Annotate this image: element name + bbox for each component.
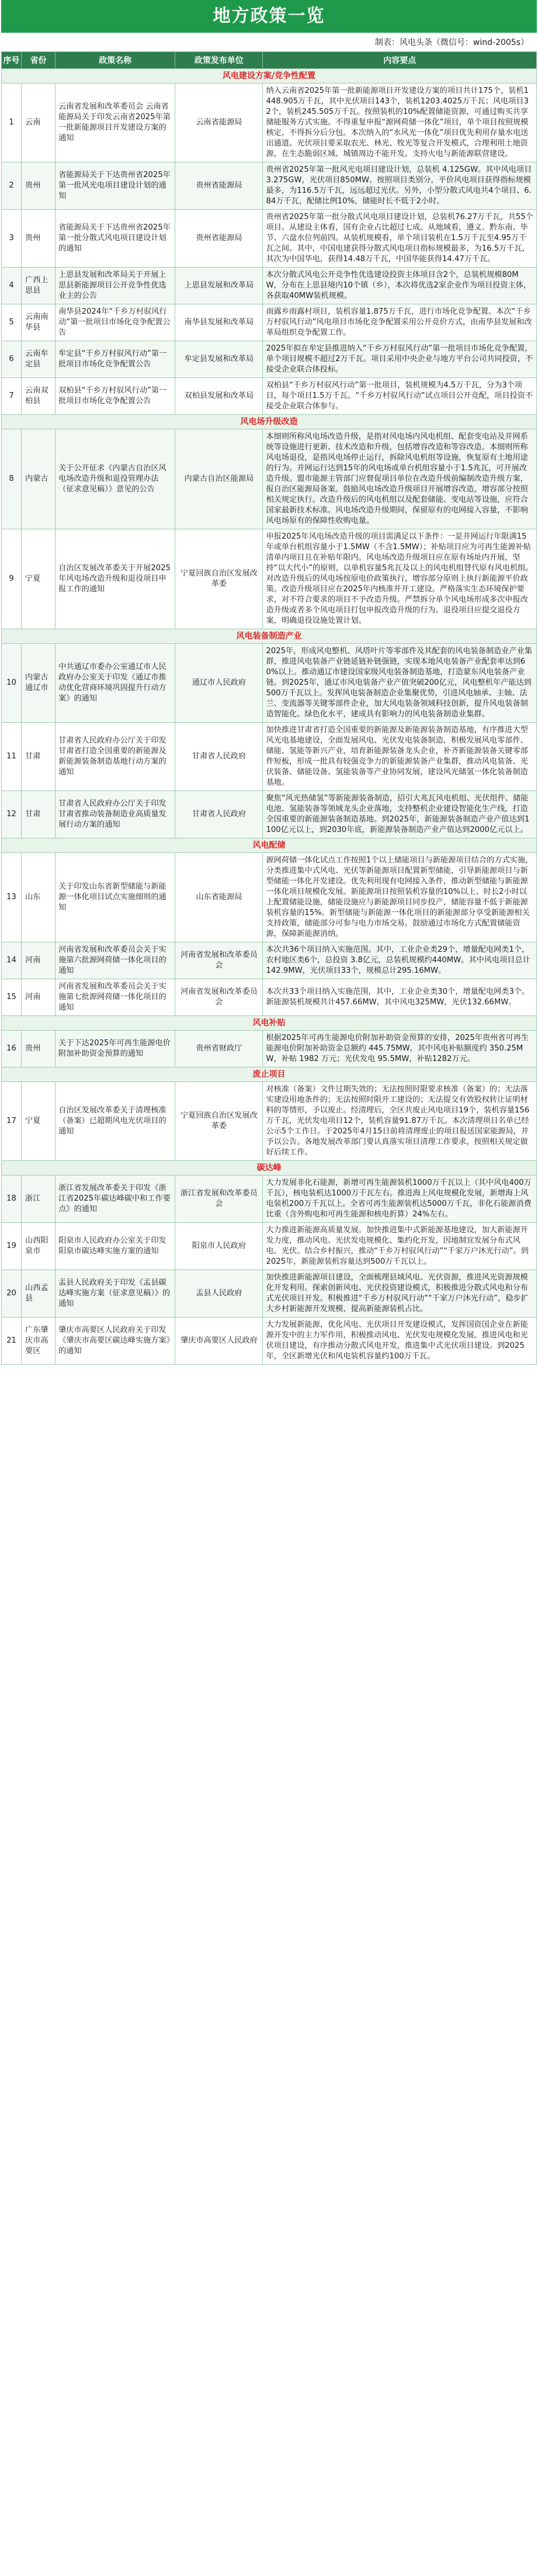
row-policy-name: 盂县人民政府关于印发《盂县碳达峰实施方案（征求意见稿）》的通知 — [55, 1270, 175, 1318]
table-row — [2, 979, 537, 1016]
table-row — [2, 853, 537, 942]
row-issuer: 内蒙古自治区能源局 — [175, 429, 263, 529]
row-issuer: 甘肃省人民政府 — [175, 723, 263, 791]
row-policy-name: 牟定县“千乡万村驭风行动”第一批项目市场化竞争配置公告 — [55, 341, 175, 378]
row-index: 8 — [2, 429, 22, 529]
row-issuer: 山东省能源局 — [175, 853, 263, 942]
row-issuer: 肇庆市高要区人民政府 — [175, 1318, 263, 1365]
row-index: 4 — [2, 268, 22, 304]
row-content: 源网荷储一体化试点工作按照1个以上储能项目与新能源项目结合的方式实施，分类推进集中式风电、光伏等新能源项目配置新型储能，引导新能源项目与新型储能一体化开发建设。优先利用现有电网接入条件，推动新型储能与新能源一体化项目规模化发展。新能源项目按照装机容量的10%以上、时长2小时以上配置储能设施，储能设施应与新能源项目同步投产，储能容量不低于新能源装机容量的15%。新型储能与新能源一体化项目的新能源部分享受新能源相关支持政策，储能部分可参与电力市场交易。鼓励通过市场化方式配置储能资源，保障新能源消纳。 — [263, 853, 537, 942]
row-index: 10 — [2, 644, 22, 723]
row-policy-name: 关于公开征求《内蒙古自治区风电场改造升级和退役管理办法（征求意见稿）》意见的公告 — [55, 429, 175, 529]
table-row — [2, 644, 537, 723]
table-row — [2, 162, 537, 210]
row-issuer: 贵州省能源局 — [175, 210, 263, 268]
table-row — [2, 304, 537, 341]
row-policy-name: 甘肃省人民政府办公厅关于印发甘肃省打造全国重要的新能源及新能源装备制造基地行动方案的通知 — [55, 723, 175, 791]
row-content: 纳入云南省2025年第一批新能源项目开发建设方案的项目共计175个，装机1448.905万千瓦，其中光伏项目143个，装机1203.4025万千瓦；风电项目32个，装机245.505万千瓦。按照装机的10%配置储能资源，可通过购买共享储能服务方式实施。不得重复申报“源网荷储一体化”项目，单个项目按照规模核定，不得拆分后分包。本次纳入的“水风光一体化”项目优先利用存量水电送出通道。光伏项目要采取农光、林光、牧光等复合开发模式，合理利用土地资源，在生态脆弱区域、城镇周边不能开发。支持火电与新能源联营建设。 — [263, 84, 537, 162]
table-body — [2, 69, 537, 1365]
row-content: 申报2025年风电场改造升级的项目需满足以下条件：一是并网运行年限满15年或单台机组容量小于1.5MW（不含1.5MW）；补贴项目应为可再生能源补贴清单内项目且在补贴年限内。风电场改造升级项目应在原有场址内开展，坚持“以大代小”的原则，以单机容量5兆瓦及以上的风电机组替代原有风电机组。对改造升级后的风电场按原电价政策执行，增容部分原则上执行新能源平价政策。改造升级项目应在2025年内核准并开工建设。严格落实生态环境保护要求，对不符合要求的项目不予改造升级。严禁拆分单个风电场形成多次申报改造升级或者多个风电项目打包申报改造升级的行为。退役项目应提交退役方案，明确退役设施处置计划。 — [263, 529, 537, 629]
row-content: 贵州省2025年第一批风光电项目建设计划，总装机 4.125GW。其中风电项目 3.275GW，光伏项目850MW。按照项目类别分，平价风电项目获得指标规模最多，为116.5万千瓦，远远超过光伏。另外，小型分散式风电共4个项目、6.84万千瓦，配储比例10%，储能时长不低于2小时。 — [263, 162, 537, 210]
row-issuer: 上思县发展和改革局 — [175, 268, 263, 304]
row-content: 2025年，形成风电整机、风塔叶片等零部件及其配套的风电装备制造业产业集群，推进风电装备产业链延链补链强链，实现本地风电装备产业配套率达到60%以上。推动通辽市建设国家级风电装备制造基地，打造蒙东风电装备产业链。到2025年，通辽市风电装备产业产值突破200亿元，风电整机年产能达到500万千瓦以上。发挥风电装备制造企业集聚优势，引进风电轴承、主轴、法兰、变流器等关键零部件企业，加大风电装备领域科技创新，提升风电装备制造智能化、绿色化水平，建成具有影响力的风电装备制造业集群。 — [263, 644, 537, 723]
row-province: 甘肃 — [22, 723, 55, 791]
table-header-row — [2, 52, 537, 69]
header-policy-name: 政策名称 — [55, 52, 175, 69]
table-row — [2, 210, 537, 268]
row-province: 云南牟定县 — [22, 341, 55, 378]
row-issuer: 双柏县发展和改革局 — [175, 378, 263, 415]
row-content: 本次共36个项目纳入实施范围。其中，工业企业类29个，增量配电网类1个，农村地区类6个，总投资 3.8亿元，总装机规模约440MW。其中风电项目总计142.9MW，光伏项目33个，规模总计295.16MW。 — [263, 942, 537, 979]
row-index: 2 — [2, 162, 22, 210]
section-header-row — [2, 629, 537, 644]
row-index: 14 — [2, 942, 22, 979]
row-index: 20 — [2, 1270, 22, 1318]
row-content: 对核准（备案）文件过期失效的；无法按照时限要求核准（备案）的；无法落实建设用地条件的；无法按照时限开工建设的；无法提交有效股权转让证明材料的等情形，予以废止。经清理后，全区共废止风电项目19个，装机容量156万千瓦，光伏发电项目12个，装机容量91.87万千瓦。本次清理项目名单已经公示5个工作日。于2025年4月15日前将清理废止的项目报送国家能源局，并予以公告。各地发展改革部门要认真落实项目清理工作要求，按照相关规定做好后续工作。 — [263, 1082, 537, 1161]
row-issuer: 通辽市人民政府 — [175, 644, 263, 723]
row-province: 山西阳泉市 — [22, 1223, 55, 1270]
section-header-row — [2, 838, 537, 853]
table-row — [2, 791, 537, 838]
table-row — [2, 942, 537, 979]
row-content: 大力发展新能源，优化风电、光伏项目开发建设模式，发挥国资国企业在新能源开发中的主力军作用，积极推动风电、光伏发电规模化发展。推进风电和光伏项目建设，有序推动分散式风电开发，推进集中式光伏项目建设。到2025年，全区新增光伏和风电装机容量约100万千瓦。 — [263, 1318, 537, 1365]
row-content: 本细则所称风电场改造升级，是指对风电场内风电机组、配套变电站及并网系统等设施进行更新、技术改造和升级，包括增容改造和等容改造。本细则所称风电场退役，是指风电场停止运行，拆除风电机组等设施，恢复原有土地用途的行为。并网运行达到15年的风电场或单台机组容量小于1.5兆瓦，可开展改造升级。盟市能源主管部门应督促项目单位在改造升级前编制改造升级方案，报自治区能源局备案。鼓励风电场改造升级项目开展增容改造，增容部分按照相关规定执行。改造升级后的风电机组以及配套储能、变电站等设施，应符合国家最新技术标准。风电场改造升级期间，保留原有的电网接入容量，不影响风电场原有的保障性收购电量。 — [263, 429, 537, 529]
row-index: 18 — [2, 1176, 22, 1223]
row-province: 内蒙古通辽市 — [22, 644, 55, 723]
row-issuer: 宁夏回族自治区发展改革委 — [175, 1082, 263, 1161]
table-row — [2, 1031, 537, 1067]
section-title: 风电补贴 — [2, 1016, 537, 1031]
table-row — [2, 1223, 537, 1270]
row-index: 6 — [2, 341, 22, 378]
table-row — [2, 84, 537, 162]
row-policy-name: 河南省发展和改革委员会关于实施第七批源网荷储一体化项目的通知 — [55, 979, 175, 1016]
row-policy-name: 阳泉市人民政府办公室关于印发阳泉市碳达峰实施方案的通知 — [55, 1223, 175, 1270]
header-content: 内容要点 — [263, 52, 537, 69]
row-issuer: 云南省能源局 — [175, 84, 263, 162]
row-province: 内蒙古 — [22, 429, 55, 529]
row-province: 云南双柏县 — [22, 378, 55, 415]
row-content: 雨露乡雨露村项目，装机容量1.875万千瓦，进行市场化竞争配置。本次“千乡万村驭风行动”风电项目市场化竞争配置采用公开竞价方式，由南华县发展和改革局组织竞争配置工作。 — [263, 304, 537, 341]
row-province: 云南 — [22, 84, 55, 162]
row-province: 云南南华县 — [22, 304, 55, 341]
row-index: 1 — [2, 84, 22, 162]
row-issuer: 南华县发展和改革局 — [175, 304, 263, 341]
row-issuer: 阳泉市人民政府 — [175, 1223, 263, 1270]
section-title: 风电装备制造产业 — [2, 629, 537, 644]
header-province: 省份 — [22, 52, 55, 69]
row-issuer: 甘肃省人民政府 — [175, 791, 263, 838]
row-province: 甘肃 — [22, 791, 55, 838]
row-content: 加快推进甘肃省打造全国重要的新能源及新能源装备制造基地，有序推进大型风光电基地建设，全面发展风电、光伏发电装备制造，积极发展风电零部件、储能、氢能等新兴产业，培育新能源装备龙头企业，补齐新能源装备关键零部件短板，形成一批具有较强竞争力的新能源装备产业集群，推动风电装备、光伏装备、储能设备、氢能装备等产业协同发展，建设风光储氢一体化装备制造基地。 — [263, 723, 537, 791]
row-issuer: 河南省发展和改革委员会 — [175, 942, 263, 979]
row-province: 浙江 — [22, 1176, 55, 1223]
page-title: 地方政策一览 — [1, 0, 537, 33]
row-policy-name: 上思县发展和改革局关于开展上思县新能源项目公开竞争性优选业主的公告 — [55, 268, 175, 304]
row-content: 大力发展非化石能源，新增可再生能源装机1000万千瓦以上（其中风电400万千瓦），核电装机达1000万千瓦左右。推进海上风电规模化发展，新增海上风电装机200万千瓦以上。全省可再生能源装机达5000万千瓦，非化石能源消费比重（含外购电和可再生能源和核电折算）24%左右。 — [263, 1176, 537, 1223]
row-province: 山东 — [22, 853, 55, 942]
row-province: 宁夏 — [22, 1082, 55, 1161]
section-title: 碳达峰 — [2, 1161, 537, 1176]
row-index: 21 — [2, 1318, 22, 1365]
table-row — [2, 1082, 537, 1161]
row-policy-name: 自治区发展改革委关于清理核准（备案）已超期风电光伏项目的通知 — [55, 1082, 175, 1161]
row-content: 本次分散式风电公开竞争性优选建设投资主体项目含2个，总装机规模80MW，分布在上思县境内10个镇（乡），本次将优选2家企业作为项目投资主体，各获取40MW装机规模。 — [263, 268, 537, 304]
row-policy-name: 浙江省发展改革委关于印发《浙江省2025年碳达峰碳中和工作要点》的通知 — [55, 1176, 175, 1223]
table-row — [2, 429, 537, 529]
row-province: 广东肇庆市高要区 — [22, 1318, 55, 1365]
row-index: 16 — [2, 1031, 22, 1067]
row-policy-name: 关于印发山东省新型储能与新能源一体化项目试点实施细则的通知 — [55, 853, 175, 942]
row-policy-name: 自治区发展改革委关于开展2025年风电场改造升级和退役项目申报工作的通知 — [55, 529, 175, 629]
table-row — [2, 268, 537, 304]
row-index: 5 — [2, 304, 22, 341]
row-content: 2025年拟在牟定县推进纳入“千乡万村驭风行动”第一批项目市场化竞争配置，单个项目规模不超过2万千瓦。项目采用中央企业与地方平台公司共同投资，不接受企业联合体投标。 — [263, 341, 537, 378]
row-issuer: 贵州省财政厅 — [175, 1031, 263, 1067]
header-issuer: 政策发布单位 — [175, 52, 263, 69]
row-content: 大力推进新能源高质量发展。加快推进集中式新能源基地建设，加大新能源开发力度，推动风电、光伏发电规模化、集约化开发，因地制宜发展分布式风电、光伏。结合乡村振兴，推动“千乡万村驭风行动”“千家万户沐光行动”。到2025年，新能源装机容量达到500万千瓦以上。 — [263, 1223, 537, 1270]
table-row — [2, 529, 537, 629]
row-index: 7 — [2, 378, 22, 415]
table-row — [2, 1318, 537, 1365]
row-province: 山西孟县 — [22, 1270, 55, 1318]
row-province: 广西上思县 — [22, 268, 55, 304]
row-index: 9 — [2, 529, 22, 629]
row-policy-name: 河南省发展和改革委员会关于实施第六批源网荷储一体化项目的通知 — [55, 942, 175, 979]
section-title: 风电场升级改造 — [2, 415, 537, 429]
header-index: 序号 — [2, 52, 22, 69]
section-header-row — [2, 69, 537, 84]
row-content: 双柏县“千乡万村驭风行动”第一批项目，装机规模为4.5万千瓦，分为3个项目，每个项目1.5万千瓦。“千乡万村驭风行动”试点项目公开竞配，项目投资不接受企业联合体参与。 — [263, 378, 537, 415]
row-province: 河南 — [22, 942, 55, 979]
row-province: 贵州 — [22, 1031, 55, 1067]
section-header-row — [2, 1067, 537, 1082]
section-header-row — [2, 1161, 537, 1176]
row-issuer: 牟定县发展和改革局 — [175, 341, 263, 378]
source-credit: 制表：风电头条（微信号：wind-2005s） — [1, 33, 537, 51]
row-policy-name: 省能源局关于下达贵州省2025年第一批风光电项目建设计划的通知 — [55, 162, 175, 210]
row-issuer: 盂县人民政府 — [175, 1270, 263, 1318]
row-policy-name: 南华县2024年“千乡万村驭风行动”第一批项目市场化竞争配置公告 — [55, 304, 175, 341]
section-header-row — [2, 1016, 537, 1031]
row-province: 贵州 — [22, 210, 55, 268]
row-index: 19 — [2, 1223, 22, 1270]
table-row — [2, 341, 537, 378]
policy-table — [1, 51, 537, 1365]
row-index: 12 — [2, 791, 22, 838]
row-policy-name: 省能源局关于下达贵州省2025年第一批分散式风电项目建设计划的通知 — [55, 210, 175, 268]
section-title: 风电配储 — [2, 838, 537, 853]
table-row — [2, 1270, 537, 1318]
row-content: 根据2025年可再生能源电价附加补助资金预算的安排，2025年贵州省可再生能源电价附加补助资金总额约 445.75MW，其中风电补贴额度约 350.25MW，补贴 1982 万元；光伏发电 95.5MW，补贴1282万元。 — [263, 1031, 537, 1067]
row-index: 11 — [2, 723, 22, 791]
row-index: 17 — [2, 1082, 22, 1161]
row-policy-name: 双柏县“千乡万村驭风行动”第一批项目市场化竞争配置公告 — [55, 378, 175, 415]
section-title: 风电建设方案/竞争性配置 — [2, 69, 537, 84]
row-index: 13 — [2, 853, 22, 942]
row-content: 本次共33个项目纳入实施范围，其中，工业企业类30个，增量配电网类3个。新能源装机规模共计457.66MW，其中风电325MW，光伏132.66MW。 — [263, 979, 537, 1016]
table-row — [2, 378, 537, 415]
row-policy-name: 中共通辽市委办公室通辽市人民政府办公室关于印发《通辽市推动优化营商环境巩固提升行动方案》的通知 — [55, 644, 175, 723]
row-issuer: 浙江省发展和改革委员会 — [175, 1176, 263, 1223]
section-title: 废止项目 — [2, 1067, 537, 1082]
row-province: 宁夏 — [22, 529, 55, 629]
row-issuer: 宁夏回族自治区发展改革委 — [175, 529, 263, 629]
row-policy-name: 肇庆市高要区人民政府关于印发《肇庆市高要区碳达峰实施方案》的通知 — [55, 1318, 175, 1365]
row-content: 贵州省2025年第一批分散式风电项目建设计划，总装机76.27万千瓦，共55个项目。从建设主体看，国有企业占比超过七成。从地域看，遵义、黔东南、毕节、六盘水位列前四。从装机规模看，单个项目装机在1.5万千瓦至4.95万千瓦之间。其中，中国电建获得分散式风电项目指标规模最多，为16.5万千瓦，其次为中国华电，获得14.48万千瓦，中国华能获得14.47万千瓦。 — [263, 210, 537, 268]
row-policy-name: 关于下达2025年可再生能源电价附加补助资金预算的通知 — [55, 1031, 175, 1067]
table-row — [2, 723, 537, 791]
row-content: 加快推进新能源项目建设，全面梳理县域风电、光伏资源，推进风光资源规模化开发利用。探索创新风电、光伏投资建设模式，积极推进分散式风电和分布式光伏项目开发。积极推进“千乡万村驭风行动”“千家万户沐光行动”，稳步扩大乡村新能源开发规模，提高新能源装机占比。 — [263, 1270, 537, 1318]
row-issuer: 贵州省能源局 — [175, 162, 263, 210]
table-row — [2, 1176, 537, 1223]
row-issuer: 河南省发展和改革委员会 — [175, 979, 263, 1016]
row-policy-name: 云南省发展和改革委员会 云南省能源局关于印发云南省2025年第一批新能源项目开发建设方案的通知 — [55, 84, 175, 162]
section-header-row — [2, 415, 537, 429]
row-policy-name: 甘肃省人民政府办公厅关于印发甘肃省推动装备制造业高质量发展行动方案的通知 — [55, 791, 175, 838]
row-index: 3 — [2, 210, 22, 268]
row-content: 聚焦“风光热储氢”等新能源装备制造，招引大兆瓦风电机组、光伏组件、储能电池、氢能装备等领域龙头企业落地，支持整机企业建设智能化生产线，打造全国重要的新能源装备制造基地。到2025年，新能源装备制造产业产值达到1100亿元以上，到2030年底，新能源装备制造产业产值达到2000亿元以上。 — [263, 791, 537, 838]
row-index: 15 — [2, 979, 22, 1016]
row-province: 贵州 — [22, 162, 55, 210]
row-province: 河南 — [22, 979, 55, 1016]
